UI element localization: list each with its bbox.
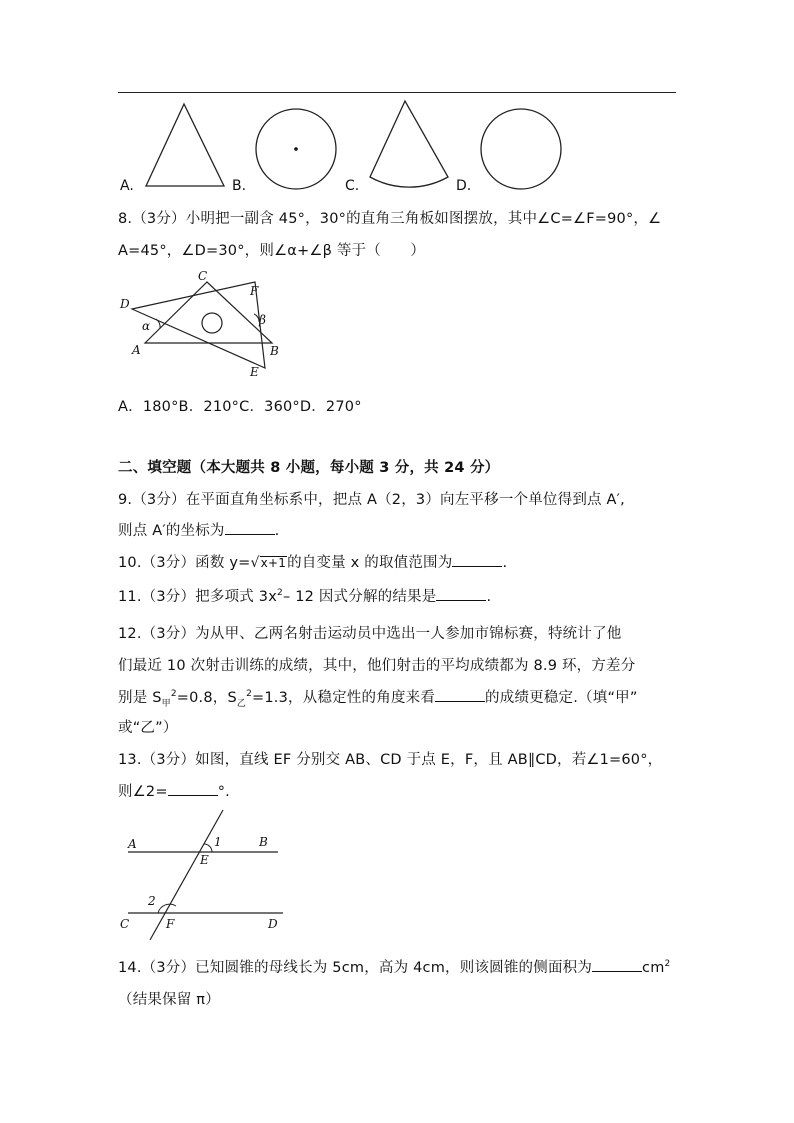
q9-line2-suffix: .	[274, 523, 280, 539]
q13-label-a: A	[128, 837, 137, 851]
q8-answer-options: A．180°B．210°C．360°D．270°	[118, 399, 362, 415]
q9-text-line2	[118, 519, 279, 540]
option-d-circle	[480, 108, 564, 192]
q13-label-1: 1	[214, 835, 222, 849]
q8-text-line1: 8.（3分）小明把一副含 45°，30°的直角三角板如图摆放，其中∠C=∠F=90°，∠	[118, 211, 662, 227]
q11-answer-blank[interactable]	[436, 586, 486, 601]
q9-text-line1: 9.（3分）在平面直角坐标系中，把点 A（2，3）向左平移一个单位得到点 A′,	[118, 492, 625, 508]
q12-line3-a: 别是 S	[118, 690, 162, 706]
q9-line2-prefix: 则点 A′的坐标为	[118, 523, 225, 539]
q10-text	[118, 551, 507, 572]
option-b-circle-with-center	[255, 108, 339, 192]
q11-middle: – 12 因式分解的结果是	[282, 589, 437, 605]
q13-line2-suffix: °.	[217, 784, 230, 800]
q8-label-a: A	[132, 343, 141, 357]
q8-label-c: C	[198, 269, 208, 283]
q11-end: .	[486, 589, 492, 605]
q13-label-f: F	[166, 917, 175, 931]
option-c-sector	[365, 98, 455, 193]
q12-text-line2: 们最近 10 次射击训练的成绩，其中，他们射击的平均成绩都为 8.9 环，方差分	[118, 658, 636, 674]
q13-text-line2	[118, 780, 230, 801]
q14-prefix: 14.（3分）已知圆锥的母线长为 5cm，高为 4cm，则该圆锥的侧面积为	[118, 960, 593, 976]
option-d-label: D.	[456, 178, 472, 194]
q10-prefix: 10.（3分）函数 y=	[118, 555, 251, 571]
q13-text-line1: 13.（3分）如图，直线 EF 分别交 AB、CD 于点 E，F，且 AB∥CD，若∠1=60°，	[118, 752, 663, 768]
q13-label-e: E	[200, 853, 209, 867]
q12-line3-d: 的成绩更稳定.（填“甲”	[485, 690, 638, 706]
q13-label-b: B	[259, 835, 268, 849]
q10-radicand: x+1	[260, 556, 287, 570]
q12-exp-2: 2	[246, 689, 253, 700]
q8-label-f: F	[250, 284, 259, 298]
q11-text	[118, 585, 491, 606]
q13-label-d: D	[268, 917, 278, 931]
q8-label-d: D	[120, 297, 130, 311]
q13-line2-prefix: 则∠2=	[118, 784, 168, 800]
q13-label-c: C	[120, 917, 130, 931]
q12-line3-b: =0.8，S	[176, 690, 237, 706]
q12-sub-yi: 乙	[236, 698, 247, 709]
option-a-triangle	[140, 100, 230, 190]
option-c-label: C.	[345, 178, 360, 194]
q12-text-line4: 或“乙”）	[118, 720, 178, 736]
q14-answer-blank[interactable]	[592, 957, 642, 972]
q12-text-line1: 12.（3分）为从甲、乙两名射击运动员中选出一人参加市锦标赛，特统计了他	[118, 626, 622, 642]
q13-parallel-lines-figure	[118, 808, 293, 943]
sqrt-sign: √	[250, 555, 260, 571]
q9-answer-blank[interactable]	[225, 520, 275, 535]
q12-text-line3	[118, 686, 638, 709]
q12-exp-1: 2	[170, 689, 177, 700]
q8-triangles-figure	[118, 268, 293, 383]
q13-answer-blank[interactable]	[168, 781, 218, 796]
q8-label-b: B	[270, 344, 279, 358]
q11-exponent: 2	[277, 588, 283, 599]
q10-middle: 的自变量 x 的取值范围为	[287, 555, 453, 571]
q10-end: .	[502, 555, 508, 571]
q8-label-beta: β	[259, 313, 266, 327]
q14-unit: cm	[642, 960, 665, 976]
option-a-label: A.	[120, 178, 134, 194]
q14-text-line2: （结果保留 π）	[118, 992, 220, 1008]
q8-label-e: E	[250, 365, 259, 379]
q14-text-line1	[118, 956, 670, 977]
section2-title: 二、填空题（本大题共 8 小题，每小题 3 分，共 24 分）	[118, 460, 500, 476]
q8-label-alpha: α	[142, 319, 151, 333]
option-b-label: B.	[232, 178, 247, 194]
q12-answer-blank[interactable]	[435, 687, 485, 702]
header-rule	[118, 92, 676, 93]
q12-line3-c: =1.3，从稳定性的角度来看	[252, 690, 436, 706]
q8-text-line2: A=45°，∠D=30°，则∠α+∠β 等于（ ）	[118, 243, 426, 259]
q12-sub-jia: 甲	[161, 698, 171, 709]
q10-answer-blank[interactable]	[452, 552, 502, 567]
q11-prefix: 11.（3分）把多项式 3x	[118, 589, 277, 605]
q13-label-2: 2	[148, 894, 156, 908]
q14-unit-exponent: 2	[664, 959, 671, 970]
